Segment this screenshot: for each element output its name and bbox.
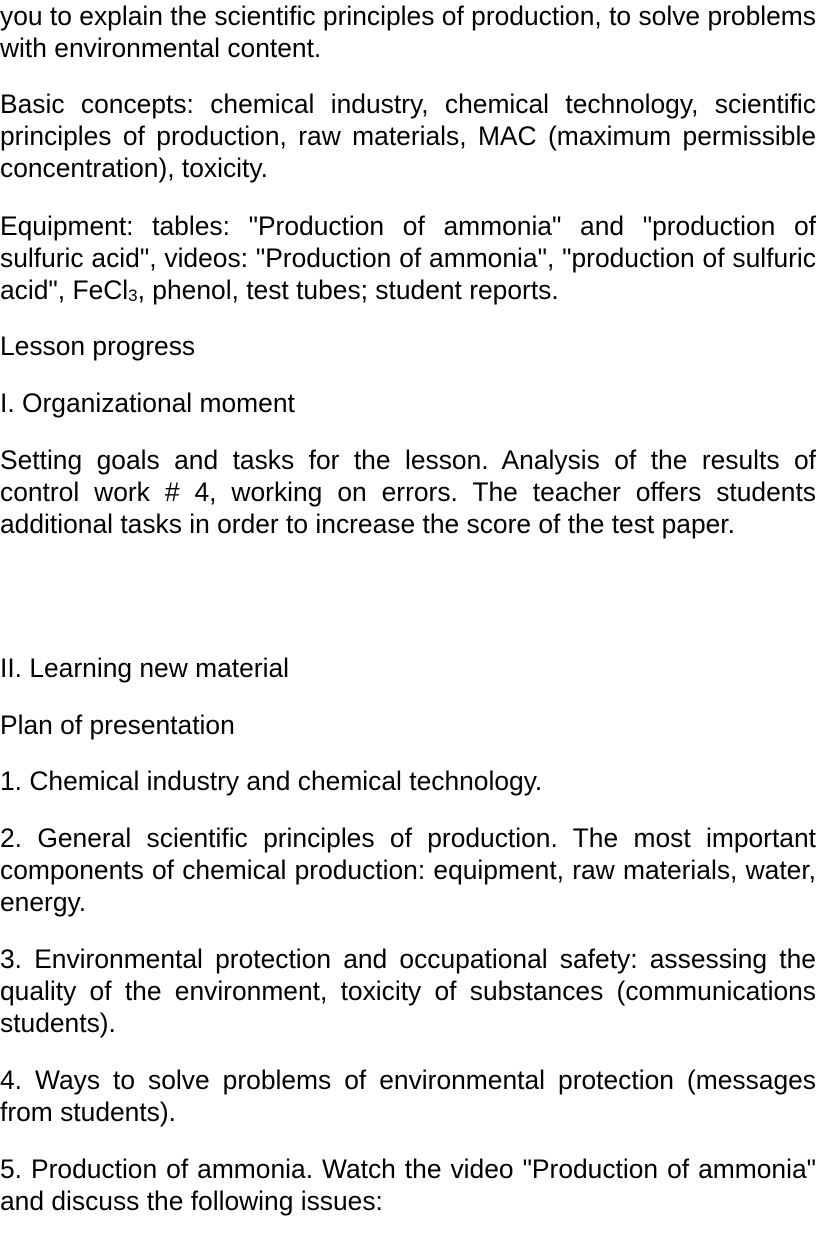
section-1-heading: I. Organizational moment bbox=[0, 388, 295, 418]
plan-item: 3. Environmental protection and occupational safety: assessing the quality of the environment, toxicity of substances (communications students). bbox=[0, 944, 816, 1039]
equipment-formula-subscript: 3 bbox=[128, 286, 138, 306]
equipment-text-end: , phenol, test tubes; student reports. bbox=[137, 275, 559, 306]
equipment-text-start: Equipment: tables: "Production of ammonia" and "production of sulfuric acid", videos: "Production of ammonia", "production of sulfuric acid", FeCl bbox=[0, 211, 816, 306]
basic-concepts-paragraph: Basic concepts: chemical industry, chemical technology, scientific principles of production, raw materials, MAC (maximum permissible concentration), toxicity. bbox=[0, 89, 816, 184]
section-2-heading: II. Learning new material bbox=[0, 653, 289, 683]
plan-item: 5. Production of ammonia. Watch the video "Production of ammonia" and discuss the following issues: bbox=[0, 1154, 816, 1217]
intro-continued-paragraph: you to explain the scientific principles of production, to solve problems with environmental content. bbox=[0, 1, 816, 64]
plan-heading: Plan of presentation bbox=[0, 710, 235, 740]
section-1-paragraph: Setting goals and tasks for the lesson. Analysis of the results of control work # 4, working on errors. The teacher offers students additional tasks in order to increase the score of the test paper. bbox=[0, 445, 816, 540]
plan-item: 2. General scientific principles of production. The most important components of chemical production: equipment, raw materials, water, energy. bbox=[0, 823, 816, 918]
plan-item: 4. Ways to solve problems of environmental protection (messages from students). bbox=[0, 1065, 816, 1128]
plan-item: 1. Chemical industry and chemical technology. bbox=[0, 766, 543, 796]
lesson-progress-heading: Lesson progress bbox=[0, 331, 196, 361]
equipment-paragraph bbox=[0, 210, 816, 307]
